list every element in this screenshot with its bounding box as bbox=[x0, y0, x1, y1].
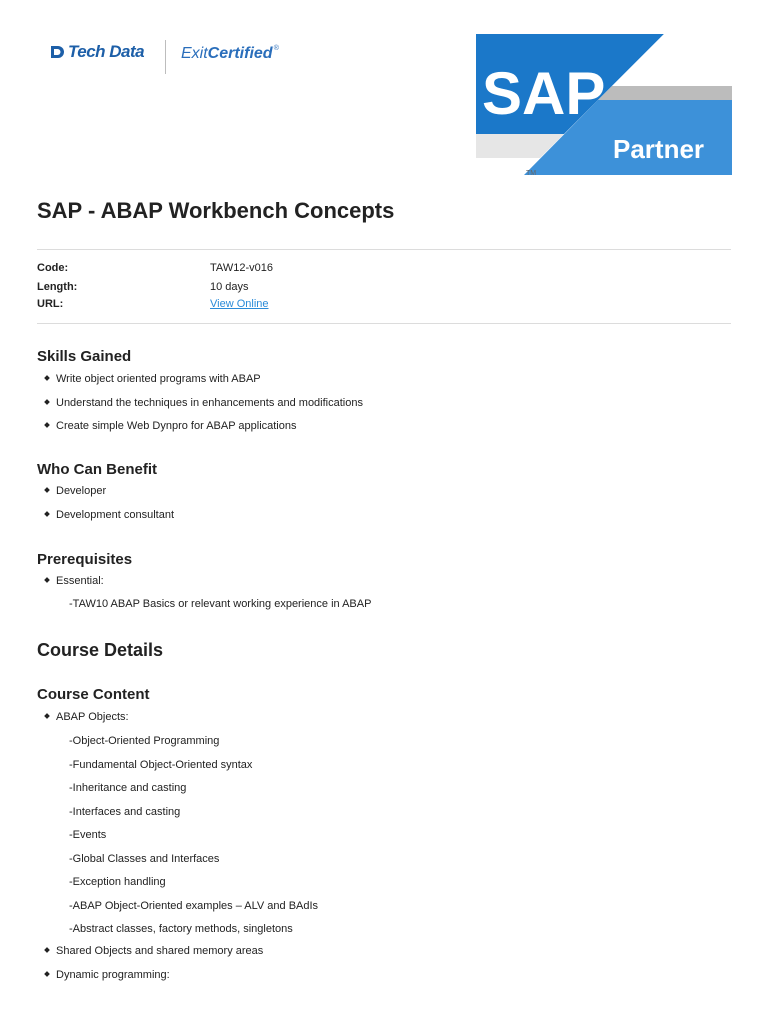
sub-item: -Global Classes and Interfaces bbox=[69, 852, 220, 865]
list-item: Developer bbox=[44, 484, 724, 508]
list-item: Create simple Web Dynpro for ABAP applications bbox=[44, 419, 724, 443]
code-value: TAW12-v016 bbox=[210, 262, 273, 274]
skills-list bbox=[44, 372, 724, 443]
page-title: SAP - ABAP Workbench Concepts bbox=[37, 198, 395, 223]
skills-heading: Skills Gained bbox=[37, 348, 132, 365]
benefit-list bbox=[44, 484, 724, 531]
view-online-link[interactable]: View Online bbox=[210, 298, 269, 310]
sap-partner-logo bbox=[476, 34, 732, 176]
exit-logo-prefix: Exit bbox=[181, 45, 208, 62]
sub-item: -Interfaces and casting bbox=[69, 805, 181, 818]
page-header bbox=[0, 0, 768, 190]
prereq-heading: Prerequisites bbox=[37, 551, 133, 568]
divider-top bbox=[37, 249, 731, 250]
techdata-logo-text: Tech Data bbox=[68, 42, 145, 61]
trademark-text: TM bbox=[526, 170, 537, 176]
url-label: URL: bbox=[37, 298, 64, 310]
exit-logo-bold: Certified bbox=[207, 45, 273, 62]
logo-divider bbox=[165, 40, 166, 74]
list-item: Shared Objects and shared memory areas bbox=[44, 944, 724, 968]
sub-item: -Object-Oriented Programming bbox=[69, 735, 220, 747]
list-item: Write object oriented programs with ABAP bbox=[44, 372, 724, 396]
sub-item: -Exception handling bbox=[69, 876, 166, 888]
exitcertified-logo bbox=[181, 45, 279, 63]
sub-item: -Abstract classes, factory methods, singletons bbox=[69, 923, 293, 935]
techdata-mark-icon bbox=[49, 44, 65, 60]
course-details-heading: Course Details bbox=[37, 640, 164, 660]
prereq-sublist bbox=[69, 597, 719, 621]
partner-logo-text: Partner bbox=[613, 134, 705, 164]
benefit-heading: Who Can Benefit bbox=[37, 461, 157, 478]
list-item: Understand the techniques in enhancements and modifications bbox=[44, 396, 724, 420]
list-item: ABAP Objects: bbox=[44, 710, 724, 734]
content-list-1 bbox=[44, 710, 724, 734]
content-list-2 bbox=[44, 944, 724, 991]
list-item: Essential: bbox=[44, 574, 724, 598]
sub-item: -ABAP Object-Oriented examples – ALV and BAdIs bbox=[69, 899, 319, 912]
sub-item: -Inheritance and casting bbox=[69, 782, 187, 794]
course-content-heading: Course Content bbox=[37, 686, 150, 703]
registered-mark: ® bbox=[273, 45, 279, 52]
sub-item: -Fundamental Object-Oriented syntax bbox=[69, 758, 253, 771]
sub-item: -Events bbox=[69, 829, 107, 841]
sap-logo-text: SAP bbox=[482, 60, 606, 127]
sub-item: -TAW10 ABAP Basics or relevant working experience in ABAP bbox=[69, 598, 372, 610]
content-sublist bbox=[69, 734, 719, 946]
prereq-list bbox=[44, 574, 724, 598]
divider-meta bbox=[37, 323, 731, 324]
list-item: Dynamic programming: bbox=[44, 968, 724, 992]
length-value: 10 days bbox=[210, 281, 249, 293]
techdata-logo bbox=[49, 42, 144, 62]
code-label: Code: bbox=[37, 262, 69, 274]
list-item: Development consultant bbox=[44, 508, 724, 532]
length-label: Length: bbox=[37, 281, 78, 293]
